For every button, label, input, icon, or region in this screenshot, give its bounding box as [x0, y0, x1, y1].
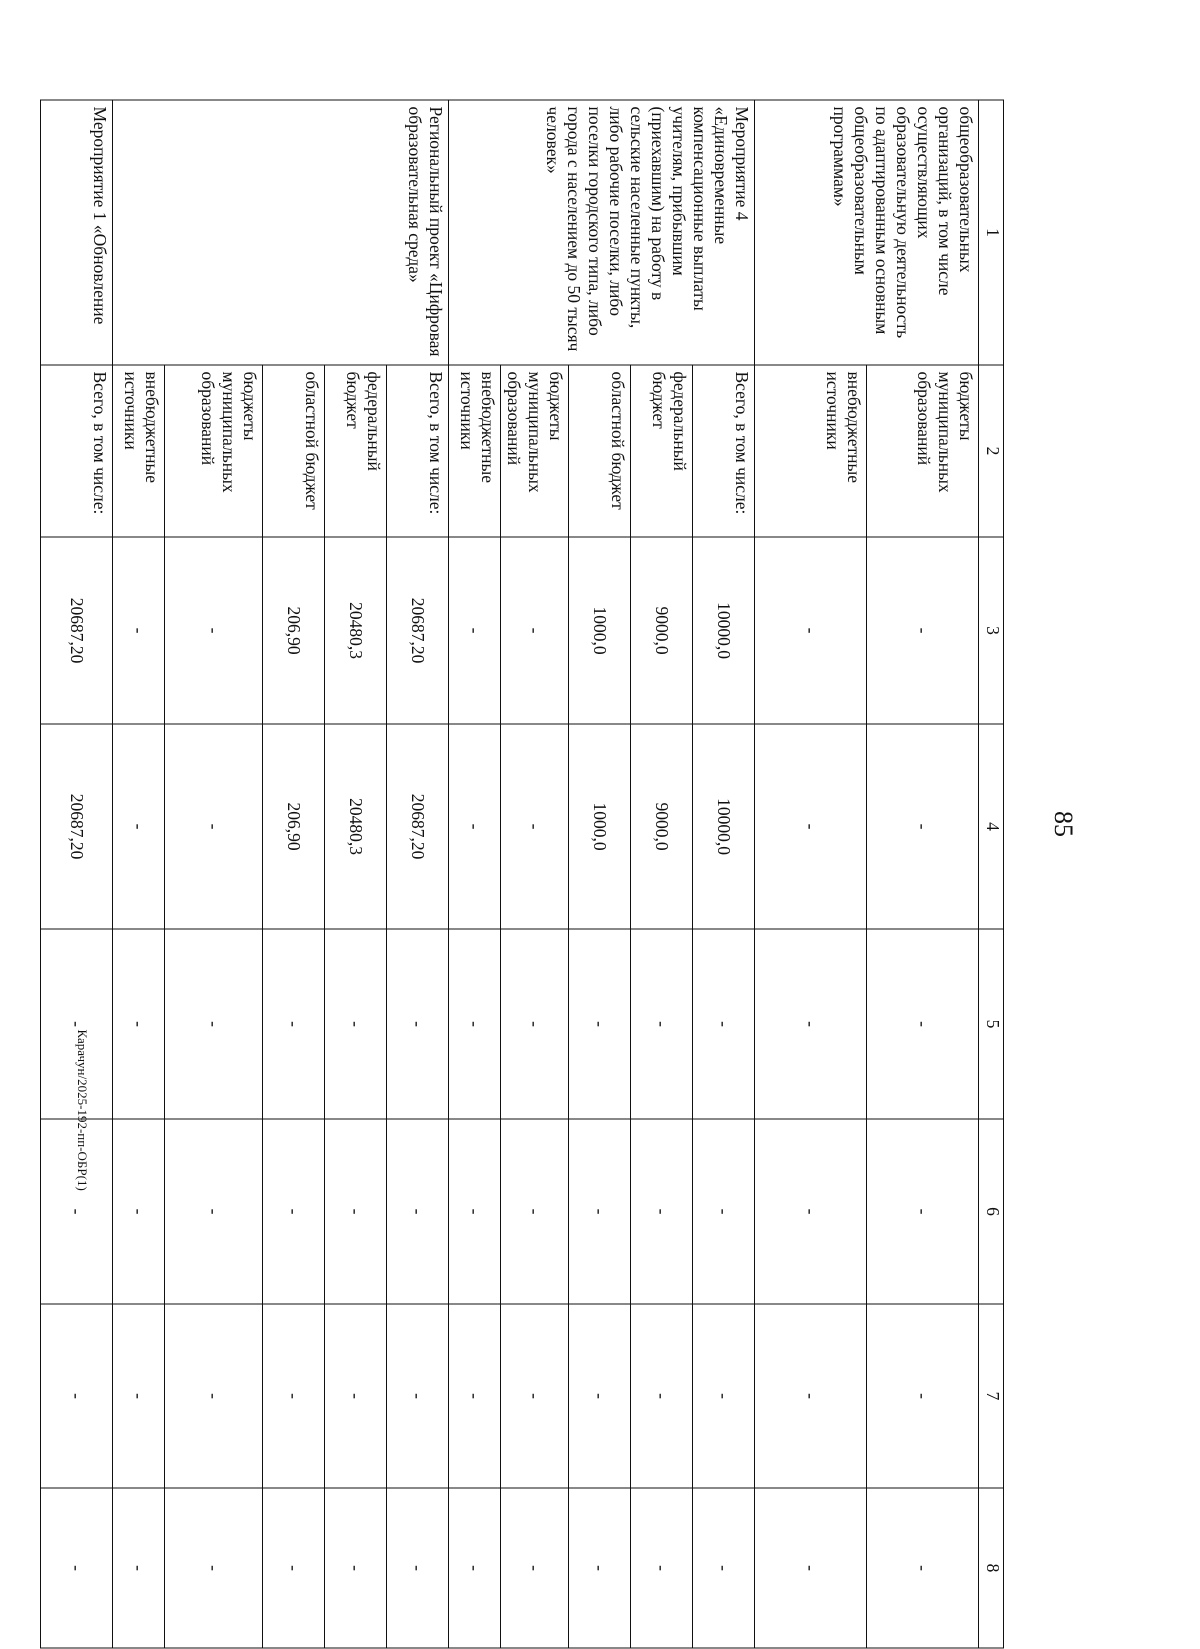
empty-value-cell: - — [693, 1488, 755, 1648]
amount-cell-v4: - — [449, 724, 501, 929]
table-row — [41, 100, 113, 1648]
activity-name-cell: Мероприятие 1 «Обновление — [41, 100, 113, 365]
empty-value-cell: - — [755, 929, 867, 1119]
empty-value-cell: - — [501, 929, 569, 1119]
amount-cell-v3: - — [113, 537, 165, 724]
funding-source-cell: Всего, в том числе: — [693, 365, 755, 537]
funding-source-cell: бюджеты муниципальных образований — [165, 365, 263, 537]
amount-cell-v3: - — [165, 537, 263, 724]
amount-cell-v3: - — [867, 537, 979, 724]
col-header-8: 8 — [979, 1488, 1004, 1648]
empty-value-cell: - — [325, 1488, 387, 1648]
funding-table — [40, 100, 1004, 1649]
amount-cell-v3: 20480,3 — [325, 537, 387, 724]
empty-value-cell: - — [263, 1119, 325, 1304]
funding-source-cell: бюджеты муниципальных образований — [867, 365, 979, 537]
empty-value-cell: - — [501, 1304, 569, 1488]
empty-value-cell: - — [693, 929, 755, 1119]
activity-name-cell: Региональный проект «Цифровая образовательная среда» — [113, 100, 449, 365]
activity-name-cell: общеобразовательных организаций, в том числе осуществляющих образовательную деятельность по адаптированным основным общеобразовательным программам» — [755, 100, 979, 365]
empty-value-cell: - — [113, 1119, 165, 1304]
empty-value-cell: - — [569, 1304, 631, 1488]
funding-source-cell: Всего, в том числе: — [387, 365, 449, 537]
amount-cell-v4: - — [113, 724, 165, 929]
amount-cell-v4: - — [165, 724, 263, 929]
amount-cell-v3: - — [755, 537, 867, 724]
table-row — [693, 100, 755, 1648]
empty-value-cell: - — [449, 1119, 501, 1304]
empty-value-cell: - — [263, 1488, 325, 1648]
empty-value-cell: - — [631, 929, 693, 1119]
empty-value-cell: - — [693, 1119, 755, 1304]
activity-name-cell: Мероприятие 4 «Единовременные компенсационные выплаты учителям, прибывшим (приехавшим) на работу в сельские населенные пункты, либо рабочие поселки, либо поселки городского типа, либо города с населением до 50 тысяч человек» — [449, 100, 755, 365]
col-header-2: 2 — [979, 365, 1004, 537]
empty-value-cell: - — [263, 1304, 325, 1488]
empty-value-cell: - — [387, 929, 449, 1119]
amount-cell-v3: 9000,0 — [631, 537, 693, 724]
empty-value-cell: - — [755, 1119, 867, 1304]
empty-value-cell: - — [755, 1304, 867, 1488]
empty-value-cell: - — [631, 1488, 693, 1648]
amount-cell-v4: - — [755, 724, 867, 929]
empty-value-cell: - — [449, 1304, 501, 1488]
empty-value-cell: - — [569, 1488, 631, 1648]
amount-cell-v3: 206,90 — [263, 537, 325, 724]
amount-cell-v3: 20687,20 — [41, 537, 113, 724]
empty-value-cell: - — [41, 1488, 113, 1648]
funding-source-cell: областной бюджет — [263, 365, 325, 537]
col-header-5: 5 — [979, 929, 1004, 1119]
empty-value-cell: - — [755, 1488, 867, 1648]
amount-cell-v4: 10000,0 — [693, 724, 755, 929]
col-header-4: 4 — [979, 724, 1004, 929]
funding-source-cell: внебюджетные источники — [449, 365, 501, 537]
amount-cell-v4: - — [501, 724, 569, 929]
amount-cell-v3: 20687,20 — [387, 537, 449, 724]
empty-value-cell: - — [41, 1304, 113, 1488]
amount-cell-v4: 206,90 — [263, 724, 325, 929]
amount-cell-v3: 10000,0 — [693, 537, 755, 724]
empty-value-cell: - — [387, 1488, 449, 1648]
empty-value-cell: - — [867, 1119, 979, 1304]
empty-value-cell: - — [263, 929, 325, 1119]
amount-cell-v4: 20687,20 — [387, 724, 449, 929]
col-header-3: 3 — [979, 537, 1004, 724]
table-row — [387, 100, 449, 1648]
col-header-7: 7 — [979, 1304, 1004, 1488]
funding-source-cell: внебюджетные источники — [113, 365, 165, 537]
empty-value-cell: - — [113, 1488, 165, 1648]
amount-cell-v4: - — [867, 724, 979, 929]
amount-cell-v3: 1000,0 — [569, 537, 631, 724]
empty-value-cell: - — [569, 929, 631, 1119]
amount-cell-v4: 9000,0 — [631, 724, 693, 929]
empty-value-cell: - — [113, 929, 165, 1119]
empty-value-cell: - — [387, 1304, 449, 1488]
empty-value-cell: - — [631, 1304, 693, 1488]
table-row — [867, 100, 979, 1648]
empty-value-cell: - — [867, 1304, 979, 1488]
empty-value-cell: - — [631, 1119, 693, 1304]
empty-value-cell: - — [165, 1488, 263, 1648]
col-header-1: 1 — [979, 100, 1004, 365]
empty-value-cell: - — [387, 1119, 449, 1304]
empty-value-cell: - — [449, 929, 501, 1119]
funding-source-cell: федеральный бюджет — [325, 365, 387, 537]
empty-value-cell: - — [41, 1119, 113, 1304]
empty-value-cell: - — [501, 1119, 569, 1304]
empty-value-cell: - — [325, 1304, 387, 1488]
empty-value-cell: - — [165, 1304, 263, 1488]
header-row — [979, 100, 1004, 1648]
empty-value-cell: - — [165, 1119, 263, 1304]
funding-source-cell: Всего, в том числе: — [41, 365, 113, 537]
empty-value-cell: - — [693, 1304, 755, 1488]
document-code: Карачун/2025-192-пп-ОБР(1) — [75, 1029, 90, 1191]
funding-source-cell: бюджеты муниципальных образований — [501, 365, 569, 537]
amount-cell-v4: 20687,20 — [41, 724, 113, 929]
empty-value-cell: - — [501, 1488, 569, 1648]
empty-value-cell: - — [867, 929, 979, 1119]
empty-value-cell: - — [325, 1119, 387, 1304]
amount-cell-v4: 20480,3 — [325, 724, 387, 929]
amount-cell-v3: - — [501, 537, 569, 724]
empty-value-cell: - — [867, 1488, 979, 1648]
amount-cell-v3: - — [449, 537, 501, 724]
page-number: 85 — [1049, 811, 1078, 837]
col-header-6: 6 — [979, 1119, 1004, 1304]
amount-cell-v4: 1000,0 — [569, 724, 631, 929]
empty-value-cell: - — [449, 1488, 501, 1648]
funding-source-cell: федеральный бюджет — [631, 365, 693, 537]
empty-value-cell: - — [165, 929, 263, 1119]
empty-value-cell: - — [113, 1304, 165, 1488]
table-body — [41, 100, 979, 1648]
empty-value-cell: - — [41, 929, 113, 1119]
empty-value-cell: - — [569, 1119, 631, 1304]
funding-source-cell: внебюджетные источники — [755, 365, 867, 537]
empty-value-cell: - — [325, 929, 387, 1119]
funding-source-cell: областной бюджет — [569, 365, 631, 537]
